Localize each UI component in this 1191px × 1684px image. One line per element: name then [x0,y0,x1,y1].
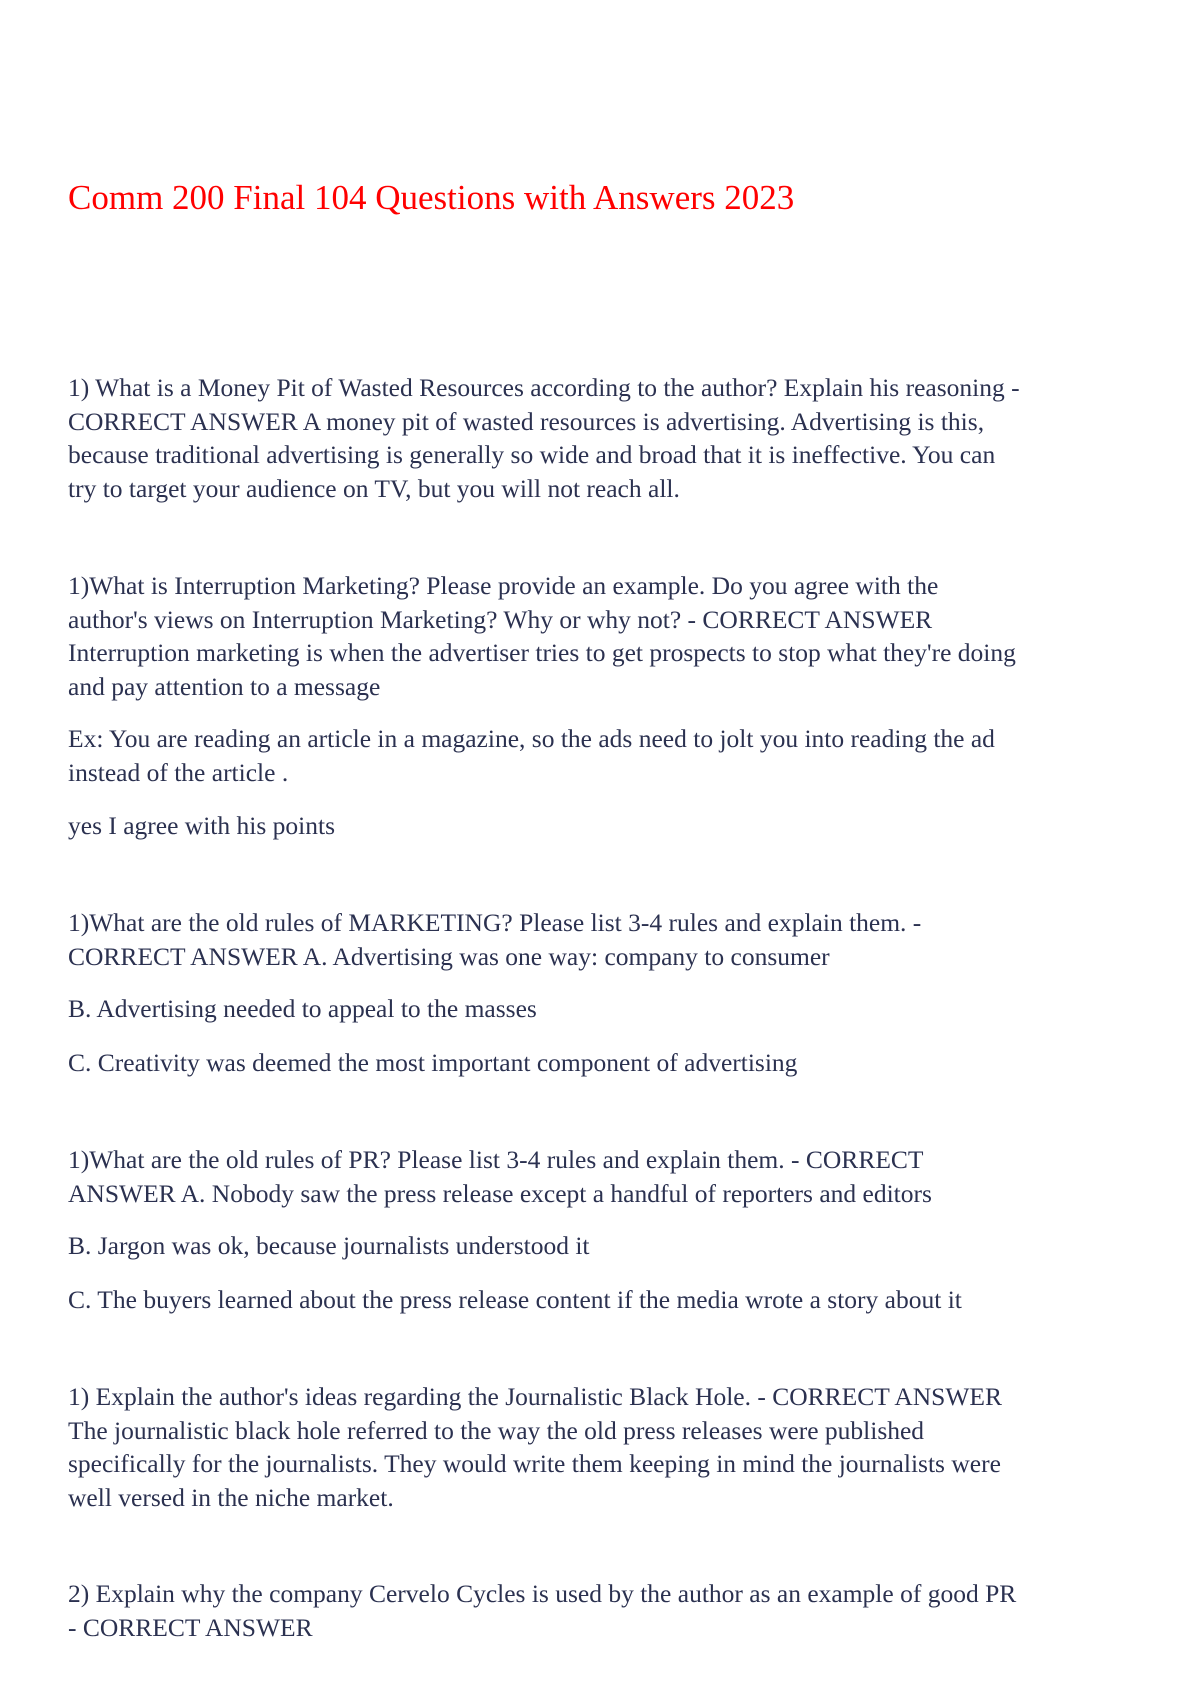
text-line: CORRECT ANSWER A. Advertising was one way: company to consumer [68,941,830,971]
text-line: C. Creativity was deemed the most important component of advertising [68,1048,798,1077]
text-line: try to target your audience on TV, but you will not reach all. [68,473,680,503]
text-line: specifically for the journalists. They would write them keeping in mind the journalists were [68,1449,1001,1478]
text-line: 1)What are the old rules of MARKETING? Please list 3-4 rules and explain them. - [68,908,922,937]
text-line: CORRECT ANSWER A money pit of wasted resources is advertising. Advertising is this, [68,406,985,436]
text-line: and pay attention to a message [68,671,381,701]
text-line: 1) Explain the author's ideas regarding the Journalistic Black Hole. - CORRECT ANSWER [68,1382,1002,1411]
text-line: yes I agree with his points [68,811,335,840]
text-line: 1)What is Interruption Marketing? Please provide an example. Do you agree with the [68,571,939,600]
paragraph [68,1577,1016,1644]
text-line: C. The buyers learned about the press release content if the media wrote a story about it [68,1285,962,1314]
paragraph [68,1046,797,1080]
text-line: Interruption marketing is when the advertiser tries to get prospects to stop what they're doing [68,638,1016,667]
text-line: 1) What is a Money Pit of Wasted Resources according to the author? Explain his reasoning - [68,373,1020,402]
paragraph [68,371,1020,505]
text-line: instead of the article . [68,757,289,787]
paragraph [68,722,995,789]
text-line: 1)What are the old rules of PR? Please list 3-4 rules and explain them. - CORRECT [68,1145,924,1174]
text-line: well versed in the niche market. [68,1482,394,1512]
paragraph [68,1380,1002,1514]
text-line: because traditional advertising is generally so wide and broad that it is ineffective. You can [68,440,996,469]
text-line: Ex: You are reading an article in a magazine, so the ads need to jolt you into reading the ad [68,724,995,753]
text-line: B. Advertising needed to appeal to the masses [68,994,537,1023]
text-line: B. Jargon was ok, because journalists understood it [68,1231,590,1260]
paragraph [68,1229,590,1263]
paragraph [68,1283,962,1317]
text-line: author's views on Interruption Marketing? Why or why not? - CORRECT ANSWER [68,604,933,634]
text-line: ANSWER A. Nobody saw the press release except a handful of reporters and editors [68,1178,932,1208]
text-line: - CORRECT ANSWER [68,1612,313,1642]
paragraph [68,809,335,843]
paragraph [68,992,537,1026]
text-line: The journalistic black hole referred to the way the old press releases were published [68,1415,925,1445]
paragraph [68,1143,932,1210]
paragraph [68,569,1016,703]
document-title: Comm 200 Final 104 Questions with Answers 2023 [68,178,795,217]
text-line: 2) Explain why the company Cervelo Cycles is used by the author as an example of good PR [68,1579,1017,1608]
paragraph [68,906,921,973]
